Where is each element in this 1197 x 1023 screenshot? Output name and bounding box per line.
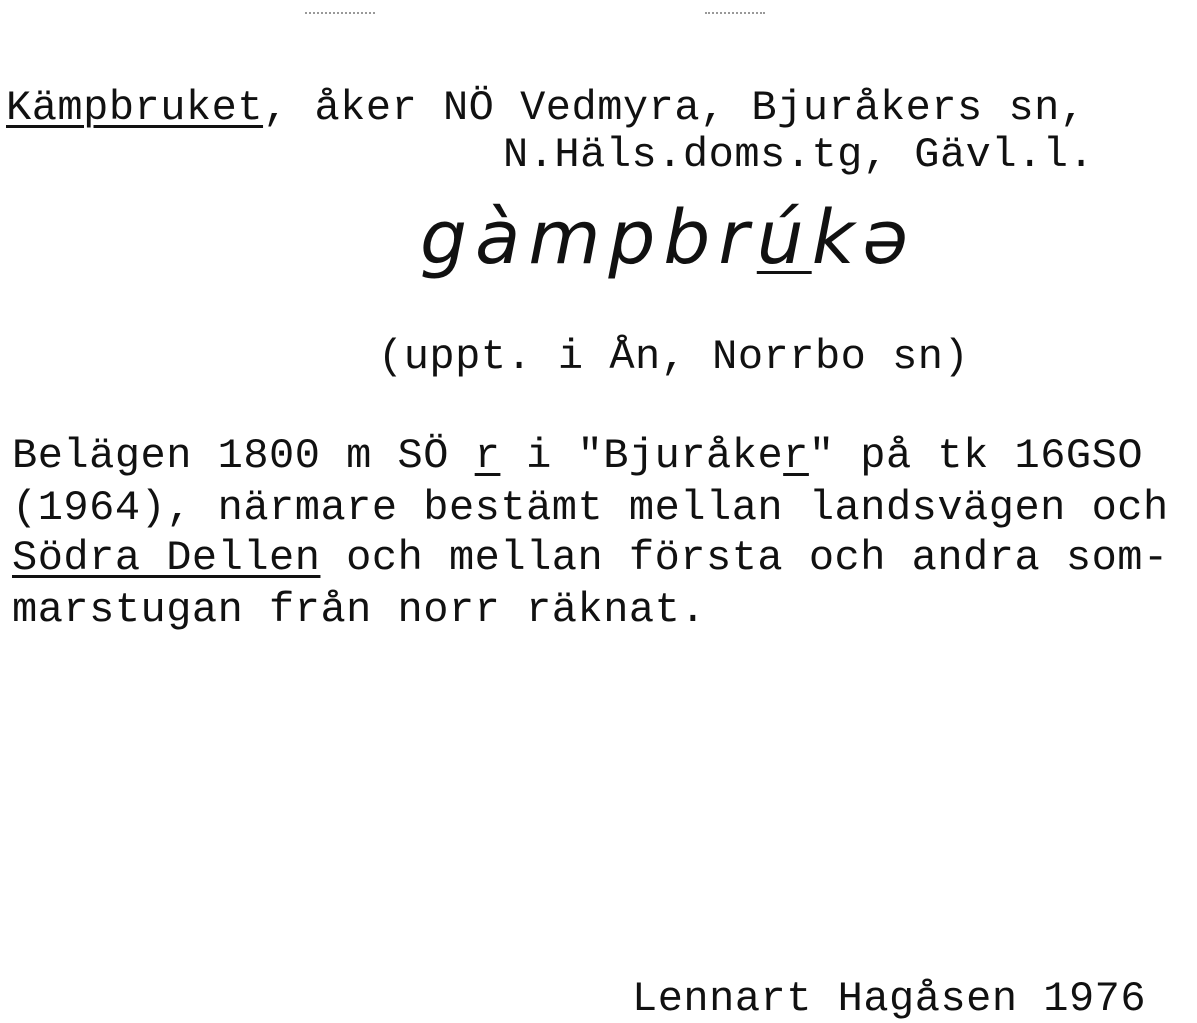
scan-speck — [305, 12, 375, 16]
body-text: Belägen 1800 m SÖ — [12, 432, 475, 480]
body-r-mark: r — [783, 432, 809, 480]
pronunciation-part: kə — [811, 195, 917, 281]
scan-speck — [705, 12, 765, 16]
signature: Lennart Hagåsen 1976 — [632, 975, 1147, 1023]
body-line-1 — [12, 432, 1143, 480]
body-text: " på tk 16GSO — [808, 432, 1144, 480]
body-line-3 — [12, 534, 1169, 582]
body-line-2: (1964), närmare bestämt mellan landsvägen och — [12, 484, 1169, 532]
body-r-mark: r — [474, 432, 501, 480]
pronunciation-part: gàmpbr — [420, 195, 757, 281]
header-rest: , åker NÖ Vedmyra, Bjuråkers sn, — [263, 84, 1086, 132]
body-text: i "Bjuråke — [500, 432, 784, 480]
body-line-4: marstugan från norr räknat. — [12, 586, 707, 634]
recorded-note: (uppt. i Ån, Norrbo sn) — [378, 333, 970, 381]
headword: Kämpbruket — [6, 84, 264, 132]
body-text: och mellan första och andra som- — [320, 534, 1169, 582]
pronunciation — [420, 195, 916, 281]
pronunciation-stressed: ú — [756, 195, 812, 281]
header-line-2: N.Häls.doms.tg, Gävl.l. — [503, 131, 1095, 179]
header-line-1 — [6, 84, 1086, 132]
place-name: Södra Dellen — [12, 534, 321, 582]
